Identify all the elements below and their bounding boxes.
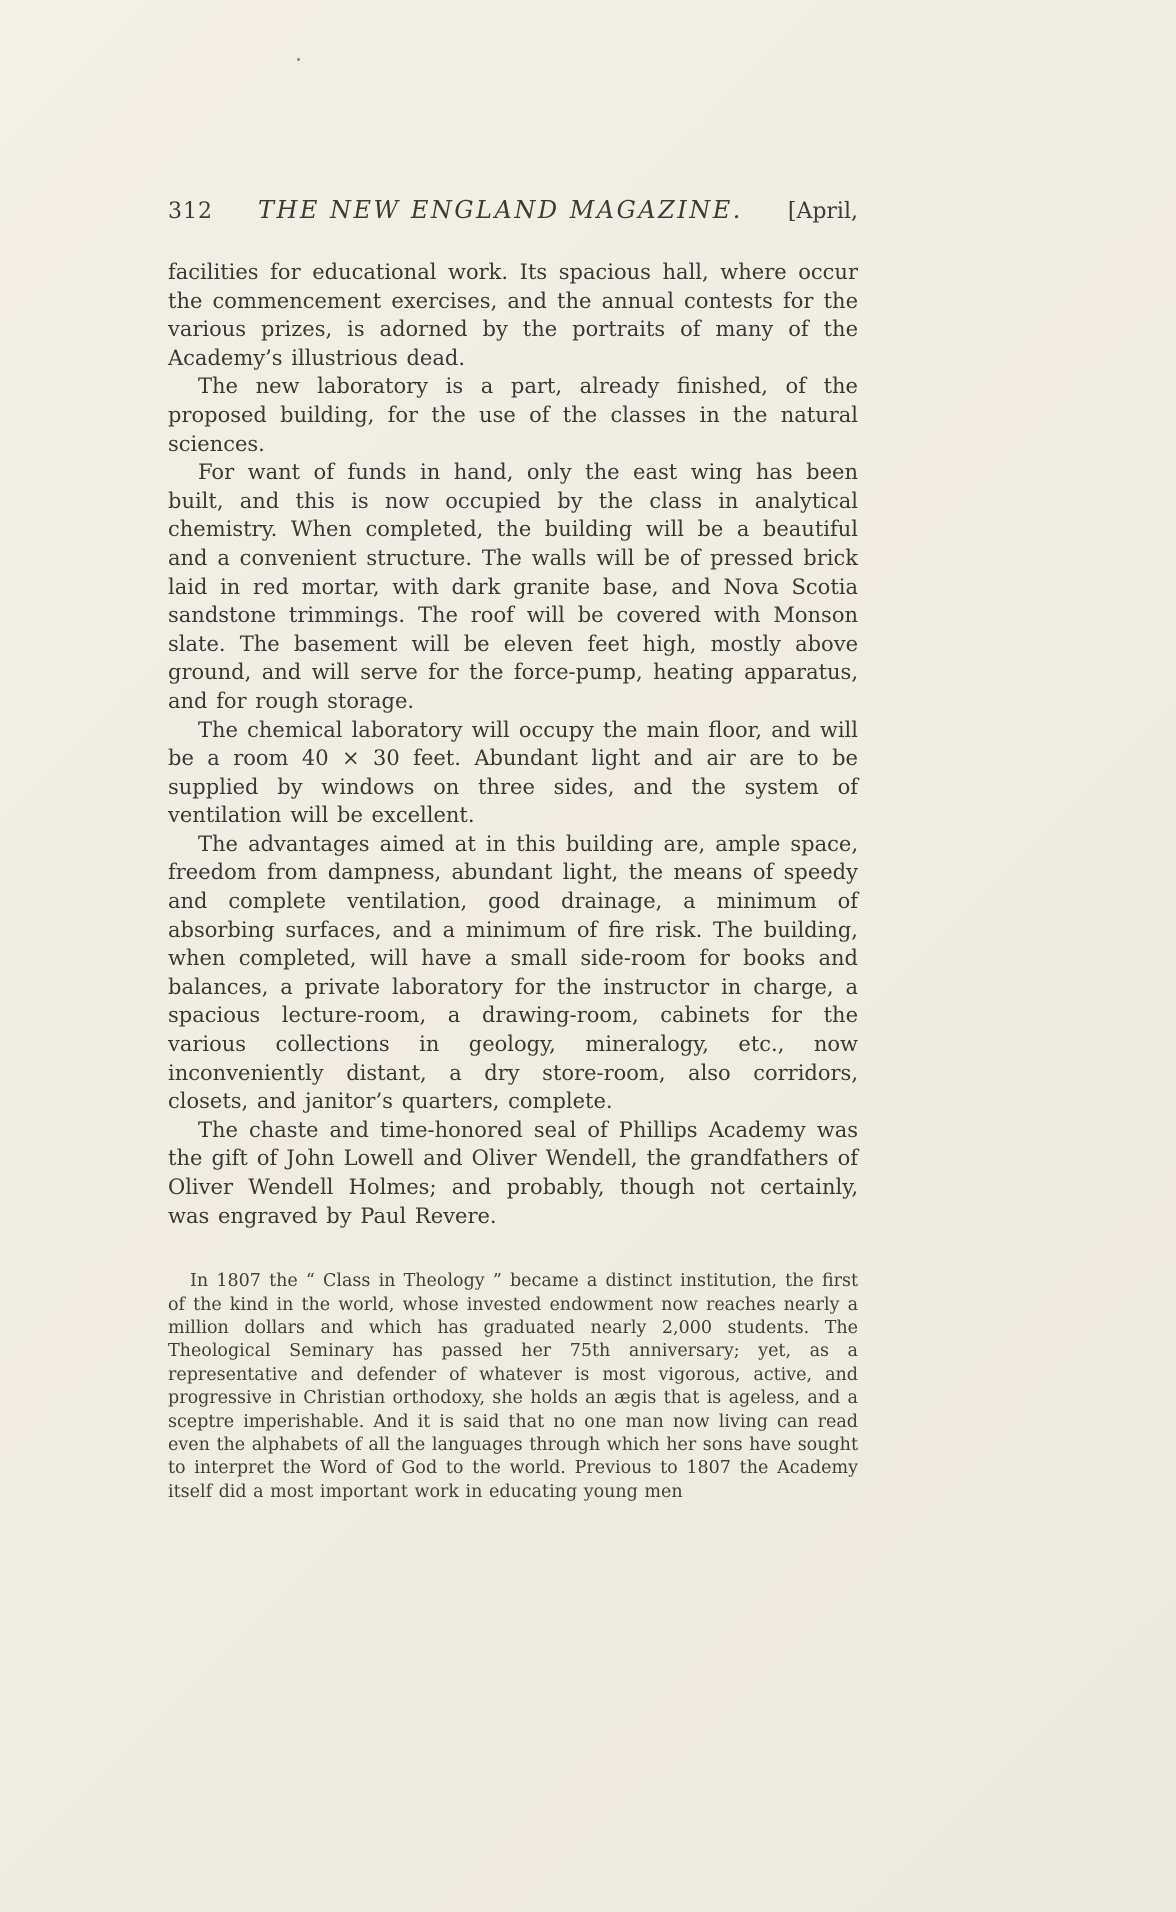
footnote (168, 1270, 858, 1504)
magazine-title: THE NEW ENGLAND MAGAZINE. (257, 196, 743, 224)
article-body (168, 258, 858, 1230)
page-number: 312 (168, 199, 213, 224)
page-content (168, 196, 858, 1504)
footnote-text: In 1807 the “ Class in Theology ” became a distinct institution, the first of the kind in the world, whose invested endowment now reaches nearly a million dollars and which has graduated nearly 2,000 students. The Theological Seminary has passed her 75th anniversary; yet, as a representative and defender of whatever is most vigorous, active, and progressive in Christian orthodoxy, she holds an ægis that is ageless, and a sceptre imperishable. And it is said that no one man now living can read even the alphabets of all the languages through which her sons have sought to interpret the Word of God to the world. Previous to 1807 the Academy itself did a most important work in educating young men (168, 1271, 858, 1502)
scan-speck (297, 58, 300, 61)
body-paragraph-5: The advantages aimed at in this building are, ample space, freedom from dampness, abundant light, the means of speedy and complete ventilation, good drainage, a minimum of absorbing surfaces, and a minimum of fire risk. The building, when completed, will have a small side-room for books and balances, a private laboratory for the instructor in charge, a spacious lecture-room, a drawing-room, cabinets for the various collections in geology, mineralogy, etc., now inconveniently distant, a dry store-room, also corridors, closets, and janitor’s quarters, complete. (168, 831, 858, 1114)
body-paragraph-6: The chaste and time-honored seal of Phillips Academy was the gift of John Lowell and Oliver Wendell, the grandfathers of Oliver Wendell Holmes; and probably, though not certainly, was engraved by Paul Revere. (168, 1117, 858, 1228)
body-paragraph-3: For want of funds in hand, only the east wing has been built, and this is now occupied by the class in analytical chemistry. When completed, the building will be a beautiful and a convenient structure. The walls will be of pressed brick laid in red mortar, with dark granite base, and Nova Scotia sandstone trimmings. The roof will be covered with Monson slate. The basement will be eleven feet high, mostly above ground, and will serve for the force-pump, heating apparatus, and for rough storage. (168, 460, 858, 713)
body-paragraph-1: facilities for educational work. Its spacious hall, where occur the commencement exercises, and the annual contests for the various prizes, is adorned by the portraits of many of the Academy’s illustrious dead. (168, 260, 858, 370)
running-head (168, 196, 858, 224)
body-paragraph-4: The chemical laboratory will occupy the main floor, and will be a room 40 × 30 feet. Abundant light and air are to be supplied by windows on three sides, and the system of ventilation will be excellent. (168, 717, 858, 828)
body-paragraph-2: The new laboratory is a part, already finished, of the proposed building, for the use of the classes in the natural sciences. (168, 374, 858, 456)
issue-label: [April, (787, 199, 858, 224)
